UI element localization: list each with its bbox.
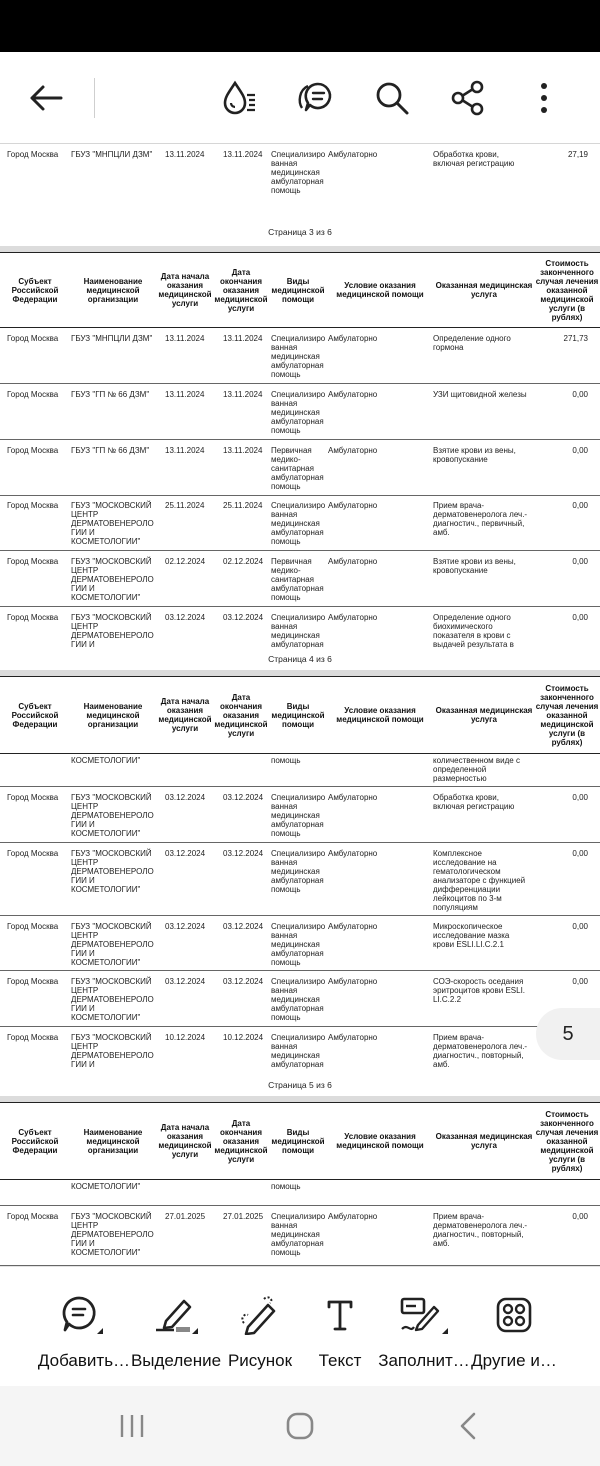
cell-care-type: Специализиро ванная медицинская амбулаторная: [271, 613, 326, 649]
cell-service: Прием врача- дерматовенеролога леч.- диагностич., повторный, амб.: [433, 1212, 528, 1248]
cell-organization: ГБУЗ "ГП № 66 ДЗМ": [71, 446, 150, 455]
cell-care-type: Специализиро ванная медицинская амбулаторная помощь: [271, 977, 326, 1022]
header-start-date: Дата начала оказания медицинской услуги: [158, 272, 212, 308]
header-care-type: Виды медицинской помощи: [271, 1127, 325, 1155]
cell-cost: 0,00: [572, 446, 588, 455]
water-drop-lines-icon[interactable]: [214, 74, 262, 122]
cell-subject: Город Москва: [7, 922, 59, 931]
cell-condition: Амбулаторно: [328, 501, 378, 510]
cell-service: Определение одного биохимического показателя в крови с выдачей результата в: [433, 613, 514, 649]
search-icon[interactable]: [368, 74, 416, 122]
bottom-toolbar: [0, 1266, 600, 1386]
cell-service: Комплексное исследование на гематологическом анализаторе с функцией дифференциации лейкоцитов по 3-м популяциям: [433, 849, 526, 912]
cell-end-date: 13.11.2024: [223, 390, 263, 399]
cell-subject: Город Москва: [7, 390, 59, 399]
table-header: [0, 676, 600, 754]
header-condition: Условие оказания медицинской помощи: [336, 706, 424, 724]
cell-subject: Город Москва: [7, 1212, 59, 1221]
cell-subject: Город Москва: [7, 1033, 59, 1042]
cell-organization: ГБУЗ "МОСКОВСКИЙ ЦЕНТР ДЕРМАТОВЕНЕРОЛО ГИИ И КОСМЕТОЛОГИИ": [71, 849, 154, 894]
table-row: [0, 384, 600, 440]
cell-condition: Амбулаторно: [328, 1212, 378, 1221]
cell-end-date: 03.12.2024: [223, 849, 264, 858]
cell-condition: Амбулаторно: [328, 849, 378, 858]
header-service: Оказанная медицинская услуга: [435, 281, 533, 299]
cell-condition: Амбулаторно: [328, 557, 378, 566]
header-cost: Стоимость законченного случая лечения оказанной медицинской услуги (в рублях): [535, 1109, 599, 1173]
page-number-label: Страница 3 из 6: [268, 227, 332, 237]
cell-care-type: помощь: [271, 1182, 301, 1191]
cell-start-date: 03.12.2024: [165, 977, 206, 986]
header-start-date: Дата начала оказания медицинской услуги: [158, 1123, 212, 1159]
cell-start-date: 13.11.2024: [165, 390, 205, 399]
cell-subject: Город Москва: [7, 793, 59, 802]
cell-cost: 27,19: [567, 150, 588, 159]
cell-care-type: Первичная медико- санитарная амбулаторная помощь: [271, 446, 324, 491]
cell-care-type: Специализиро ванная медицинская амбулаторная помощь: [271, 334, 326, 379]
cell-end-date: 13.11.2024: [223, 446, 263, 455]
header-end-date: Дата окончания оказания медицинской услуги: [214, 692, 268, 738]
cell-cost: 0,00: [572, 501, 588, 510]
cell-cost: 0,00: [572, 977, 588, 986]
cell-care-type: Специализиро ванная медицинская амбулаторная помощь: [271, 849, 326, 894]
cell-service: Прием врача- дерматовенеролога леч.- диагностич., повторный, амб.: [433, 1033, 528, 1069]
add-comment-tool[interactable]: [36, 1267, 132, 1387]
cell-subject: Город Москва: [7, 977, 59, 986]
header-cost: Стоимость законченного случая лечения оказанной медицинской услуги (в рублях): [535, 683, 599, 747]
cell-care-type: Специализиро ванная медицинская амбулаторная: [271, 1033, 326, 1069]
cell-cost: 0,00: [572, 922, 588, 931]
cell-care-type: Специализиро ванная медицинская амбулаторная помощь: [271, 793, 326, 838]
cell-condition: Амбулаторно: [328, 977, 378, 986]
cell-service: Обработка крови, включая регистрацию: [433, 793, 515, 811]
grid-apps-icon: [466, 1295, 562, 1335]
cell-start-date: 03.12.2024: [165, 793, 206, 802]
cell-cost: 0,00: [572, 390, 588, 399]
cell-end-date: 03.12.2024: [223, 793, 264, 802]
system-navigation-bar: [0, 1386, 600, 1466]
cell-end-date: 03.12.2024: [223, 922, 264, 931]
table-row: [0, 787, 600, 843]
cell-start-date: 25.11.2024: [165, 501, 205, 510]
header-start-date: Дата начала оказания медицинской услуги: [158, 697, 212, 733]
page-number-label: Страница 5 из 6: [268, 1080, 332, 1090]
comment-list-icon[interactable]: [292, 74, 340, 122]
cell-subject: Город Москва: [7, 334, 59, 343]
cell-cost: 271,73: [563, 334, 588, 343]
cell-cost: 0,00: [572, 557, 588, 566]
table-row: [0, 144, 600, 216]
pdf-page-3: [0, 144, 600, 246]
cell-organization: ГБУЗ "МОСКОВСКИЙ ЦЕНТР ДЕРМАТОВЕНЕРОЛО ГИИ И КОСМЕТОЛОГИИ": [71, 922, 154, 967]
cell-service: Прием врача- дерматовенеролога леч.- диагностич., первичный, амб.: [433, 501, 528, 537]
status-bar: [0, 0, 600, 52]
cell-subject: Город Москва: [7, 501, 59, 510]
top-toolbar: [0, 52, 600, 144]
cell-organization: ГБУЗ "МОСКОВСКИЙ ЦЕНТР ДЕРМАТОВЕНЕРОЛО ГИИ И КОСМЕТОЛОГИИ": [71, 793, 154, 838]
tool-label: Рисунок: [227, 1351, 293, 1370]
cell-service: Взятие крови из вены, кровопускание: [433, 557, 516, 575]
cell-cost: 0,00: [572, 793, 588, 802]
cell-start-date: 03.12.2024: [165, 613, 206, 622]
cell-service: Микроскопическое исследование мазка крови ESLI.LI.C.2.1: [433, 922, 510, 949]
home-icon[interactable]: [270, 1404, 330, 1448]
cell-care-type: Первичная медико- санитарная амбулаторная помощь: [271, 557, 324, 602]
fill-sign-icon: [376, 1295, 472, 1335]
cell-organization: КОСМЕТОЛОГИИ": [71, 756, 141, 765]
table-row: [0, 971, 600, 1027]
table-row: [0, 843, 600, 916]
tool-label: Другие и…: [471, 1351, 557, 1370]
tool-label: Текст: [318, 1351, 362, 1370]
header-service: Оказанная медицинская услуга: [435, 1132, 533, 1150]
page-indicator[interactable]: 5: [536, 1008, 600, 1060]
cell-care-type: Специализиро ванная медицинская амбулаторная помощь: [271, 150, 326, 195]
header-care-type: Виды медицинской помощи: [271, 276, 325, 304]
cell-care-type: Специализиро ванная медицинская амбулаторная помощь: [271, 922, 326, 967]
pdf-page-6: [0, 1102, 600, 1266]
cell-condition: Амбулаторно: [328, 446, 378, 455]
cell-care-type: Специализиро ванная медицинская амбулаторная помощь: [271, 1212, 326, 1257]
cell-start-date: 13.11.2024: [165, 446, 205, 455]
table-row: [0, 495, 600, 551]
cell-end-date: 27.01.2025: [223, 1212, 264, 1221]
table-row: [0, 1027, 600, 1077]
table-header: [0, 252, 600, 328]
table-row: [0, 1180, 600, 1206]
cell-subject: Город Москва: [7, 446, 59, 455]
header-subject: Субъект Российской Федерации: [11, 1127, 59, 1155]
cell-organization: ГБУЗ "МОСКОВСКИЙ ЦЕНТР ДЕРМАТОВЕНЕРОЛО ГИИ И КОСМЕТОЛОГИИ": [71, 557, 154, 602]
cell-condition: Амбулаторно: [328, 150, 378, 159]
cell-service: СОЭ-скорость оседания эритроцитов крови ESLI. LI.C.2.2: [433, 977, 526, 1004]
cell-condition: Амбулаторно: [328, 613, 378, 622]
recent-apps-icon[interactable]: [102, 1404, 162, 1448]
cell-condition: Амбулаторно: [328, 334, 378, 343]
cell-end-date: 03.12.2024: [223, 613, 264, 622]
header-subject: Субъект Российской Федерации: [11, 701, 59, 729]
cell-organization: КОСМЕТОЛОГИИ": [71, 1182, 141, 1191]
cell-cost: 0,00: [572, 1212, 588, 1221]
header-care-type: Виды медицинской помощи: [271, 701, 325, 729]
more-vert-icon[interactable]: [520, 74, 568, 122]
table-row: [0, 551, 600, 607]
cell-organization: ГБУЗ "МНПЦЛИ ДЗМ": [71, 334, 153, 343]
cell-end-date: 13.11.2024: [223, 334, 263, 343]
table-row: [0, 328, 600, 384]
table-row: [0, 440, 600, 496]
cell-service: Определение одного гормона: [433, 334, 511, 352]
page-number-label: Страница 4 из 6: [268, 654, 332, 664]
cell-organization: ГБУЗ "ГП № 66 ДЗМ": [71, 390, 150, 399]
cell-condition: Амбулаторно: [328, 793, 378, 802]
header-end-date: Дата окончания оказания медицинской услуги: [214, 1118, 268, 1164]
cell-service: УЗИ щитовидной железы: [433, 390, 527, 399]
cell-subject: Город Москва: [7, 557, 59, 566]
cell-care-type: помощь: [271, 756, 301, 765]
arrow-left-icon[interactable]: [22, 74, 70, 122]
table-header: [0, 1102, 600, 1180]
back-icon[interactable]: [438, 1404, 498, 1448]
cell-subject: Город Москва: [7, 613, 59, 622]
pdf-page-5: [0, 676, 600, 1100]
cell-organization: ГБУЗ "МОСКОВСКИЙ ЦЕНТР ДЕРМАТОВЕНЕРОЛО ГИИ И: [71, 1033, 154, 1069]
comment-add-icon: [36, 1295, 132, 1335]
header-organization: Наименование медицинской организации: [83, 276, 143, 304]
header-end-date: Дата окончания оказания медицинской услуги: [214, 267, 268, 313]
header-cost: Стоимость законченного случая лечения оказанной медицинской услуги (в рублях): [535, 258, 599, 322]
cell-care-type: Специализиро ванная медицинская амбулаторная помощь: [271, 390, 326, 435]
cell-end-date: 13.11.2024: [223, 150, 263, 159]
header-subject: Субъект Российской Федерации: [11, 276, 59, 304]
cell-organization: ГБУЗ "МОСКОВСКИЙ ЦЕНТР ДЕРМАТОВЕНЕРОЛО ГИИ И КОСМЕТОЛОГИИ": [71, 1212, 154, 1257]
header-condition: Условие оказания медицинской помощи: [336, 1132, 424, 1150]
cell-end-date: 02.12.2024: [223, 557, 264, 566]
header-organization: Наименование медицинской организации: [83, 1127, 143, 1155]
tool-label: Добавить…: [37, 1351, 131, 1370]
cell-service: Обработка крови, включая регистрацию: [433, 150, 515, 168]
cell-start-date: 10.12.2024: [165, 1033, 206, 1042]
cell-start-date: 13.11.2024: [165, 334, 205, 343]
cell-start-date: 02.12.2024: [165, 557, 206, 566]
more-tools[interactable]: [466, 1267, 562, 1387]
toolbar-divider: [94, 78, 95, 118]
header-condition: Условие оказания медицинской помощи: [336, 281, 424, 299]
cell-care-type: Специализиро ванная медицинская амбулаторная помощь: [271, 501, 326, 546]
table-row: [0, 754, 600, 787]
text-icon: [292, 1295, 388, 1335]
share-icon[interactable]: [444, 74, 492, 122]
header-organization: Наименование медицинской организации: [83, 701, 143, 729]
cell-organization: ГБУЗ "МНПЦЛИ ДЗМ": [71, 150, 153, 159]
cell-condition: Амбулаторно: [328, 922, 378, 931]
cell-start-date: 03.12.2024: [165, 849, 206, 858]
cell-start-date: 27.01.2025: [165, 1212, 206, 1221]
cell-end-date: 03.12.2024: [223, 977, 264, 986]
cell-start-date: 13.11.2024: [165, 150, 205, 159]
cell-organization: ГБУЗ "МОСКОВСКИЙ ЦЕНТР ДЕРМАТОВЕНЕРОЛО ГИИ И: [71, 613, 154, 649]
cell-organization: ГБУЗ "МОСКОВСКИЙ ЦЕНТР ДЕРМАТОВЕНЕРОЛО ГИИ И КОСМЕТОЛОГИИ": [71, 977, 154, 1022]
tool-label: Заполнит…: [378, 1351, 470, 1370]
cell-condition: Амбулаторно: [328, 1033, 378, 1042]
tool-label: Выделение: [130, 1351, 222, 1370]
cell-service: количественном виде с определенной размерностью: [433, 756, 520, 783]
cell-cost: 0,00: [572, 849, 588, 858]
cell-subject: Город Москва: [7, 150, 59, 159]
cell-service: Взятие крови из вены, кровопускание: [433, 446, 516, 464]
table-row: [0, 1206, 600, 1266]
table-row: [0, 916, 600, 971]
pdf-page-4: [0, 252, 600, 674]
cell-start-date: 03.12.2024: [165, 922, 206, 931]
pdf-document-view[interactable]: [0, 144, 600, 1266]
cell-condition: Амбулаторно: [328, 390, 378, 399]
highlighter-icon: [128, 1295, 224, 1335]
cell-subject: Город Москва: [7, 849, 59, 858]
cell-organization: ГБУЗ "МОСКОВСКИЙ ЦЕНТР ДЕРМАТОВЕНЕРОЛО ГИИ И КОСМЕТОЛОГИИ": [71, 501, 154, 546]
header-service: Оказанная медицинская услуга: [435, 706, 533, 724]
cell-end-date: 25.11.2024: [223, 501, 263, 510]
cell-end-date: 10.12.2024: [223, 1033, 264, 1042]
cell-cost: 0,00: [572, 613, 588, 622]
